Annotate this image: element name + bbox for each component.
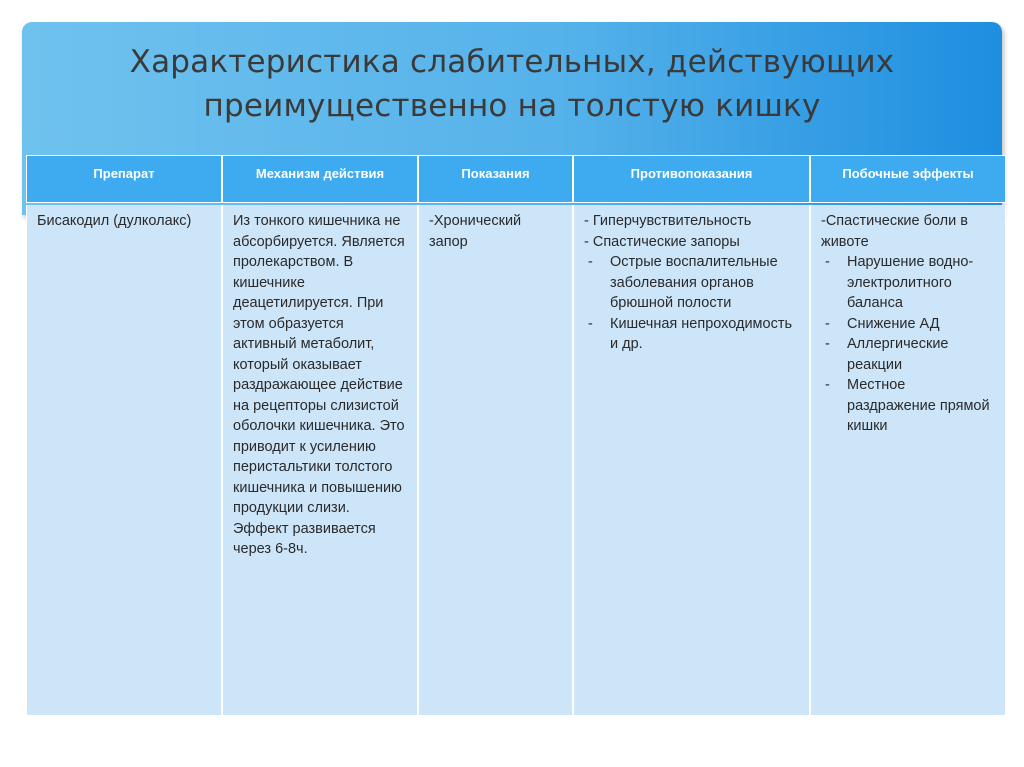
contraindications-list (584, 252, 799, 355)
cell-side-effects (810, 205, 1006, 715)
mechanism-text: Из тонкого кишечника не абсорбируется. Является пролекарством. В кишечнике деацетилируется. При этом образуется активный метаболит, который оказывает раздражающее действие на рецепторы слизистой оболочки кишечника. Это приводит к усилению перистальтики толстого кишечника и повышению продукции слизи. Эффект развивается через 6-8ч. (233, 213, 405, 557)
cell-drug (26, 205, 222, 715)
side-effect-intro: -Спастические боли в животе (821, 213, 968, 250)
drug-name: Бисакодил (дулколакс) (37, 213, 192, 229)
header-mechanism: Механизм действия (222, 155, 418, 203)
cell-indications (418, 205, 573, 715)
header-side-effects: Побочные эффекты (810, 155, 1006, 203)
cell-contraindications (573, 205, 810, 715)
header-drug: Препарат (26, 155, 222, 203)
slide-title (22, 40, 1002, 128)
indications-text: -Хронический запор (429, 213, 522, 250)
contraindication-intro-2: - Спастические запоры (584, 233, 740, 250)
side-effects-list (821, 252, 995, 437)
contraindication-intro-1: - Гиперчувствительность (584, 213, 752, 229)
header-indications: Показания (418, 155, 573, 203)
list-item: - Нарушение водно-электролитного баланса (821, 252, 995, 314)
cell-mechanism (222, 205, 418, 715)
list-item: - Снижение АД (821, 314, 995, 335)
slide-title-line-1: Характеристика слабительных, действующих (129, 44, 895, 80)
header-contraindications: Противопоказания (573, 155, 810, 203)
list-item: - Острые воспалительные заболевания органов брюшной полости (584, 252, 799, 314)
list-item: - Аллергические реакции (821, 334, 995, 375)
slide-title-line-2: преимущественно на толстую кишку (203, 88, 821, 124)
list-item: - Кишечная непроходимость и др. (584, 314, 799, 355)
list-item: - Местное раздражение прямой кишки (821, 375, 995, 437)
laxatives-table (26, 155, 1006, 715)
